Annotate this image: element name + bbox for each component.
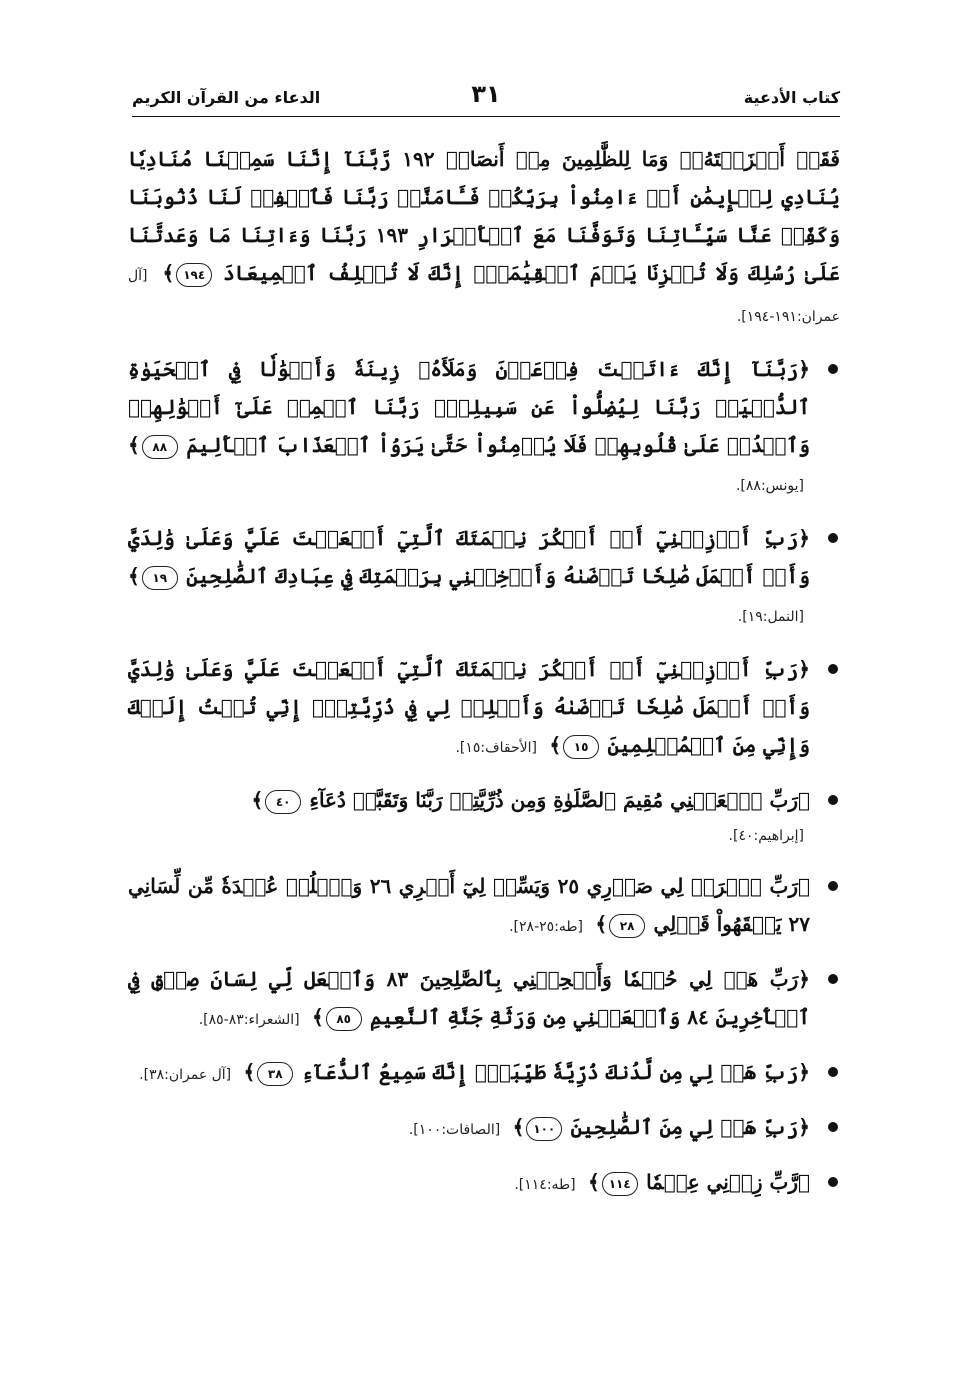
bullet-icon: [828, 1122, 838, 1132]
verse-reference: [آل عمران:١٩١-١٩٤].: [128, 268, 840, 325]
verse-text: رَّبِّ زِدۡنِي عِلۡمٗا: [646, 1170, 798, 1194]
closing-bracket: ﴾: [588, 1170, 600, 1194]
verse-text: رَبِّ هَبۡ لِي حُكۡمٗا وَأَلۡحِقۡنِي بِٱلصَّٰلِحِينَ ٨٣ وَٱجۡعَل لِّي لِسَانَ صِدۡقٖ فِي ٱلۡأٓخِرِينَ ٨٤ وَٱجۡعَلۡنِي مِن وَرَثَةِ جَنَّةِ ٱلنَّعِيمِ: [128, 967, 810, 1029]
bullet-icon: [828, 664, 838, 674]
ayah-number-marker: ١٥: [563, 735, 599, 759]
verse-text: رَبَّنَآ إِنَّكَ ءَاتَيۡتَ فِرۡعَوۡنَ وَمَلَأَهُۥ زِينَةٗ وَأَمۡوَٰلٗا فِي ٱلۡحَيَوٰةِ ٱلدُّنۡيَاۖ رَبَّنَا لِيُضِلُّواْ عَن سَبِيلِكَۖ رَبَّنَا ٱطۡمِسۡ عَلَىٰٓ أَمۡوَٰلِهِمۡ وَٱشۡدُدۡ عَلَىٰ قُلُوبِهِمۡ فَلَا يُؤۡمِنُواْ حَتَّىٰ يَرَوُاْ ٱلۡعَذَابَ ٱلۡأَلِيمَ: [128, 357, 811, 457]
verse-reference: [الشعراء:٨٣-٨٥].: [198, 1012, 300, 1028]
verse-reference: [طه:٢٥-٢٨].: [509, 919, 584, 935]
opening-bracket: ﴿: [798, 1060, 810, 1084]
closing-bracket: ﴾: [243, 1060, 256, 1084]
dua-entry: [128, 1108, 840, 1149]
bullet-icon: [828, 364, 838, 374]
page-header: [132, 80, 840, 117]
bullet-icon: [828, 881, 838, 891]
closing-bracket: ﴾: [128, 433, 140, 457]
ayah-number-marker: ٨٥: [326, 1007, 362, 1031]
book-title: كتاب الأدعية: [743, 88, 840, 107]
opening-bracket: ﴿: [798, 1115, 810, 1139]
verse-text: رَبِّ هَبۡ لِي مِن لَّدُنكَ ذُرِّيَّةٗ طَيِّبَةًۖ إِنَّكَ سَمِيعُ ٱلدُّعَآءِ: [301, 1060, 799, 1084]
dua-entry: [128, 519, 840, 636]
opening-bracket: ﴿: [797, 1170, 810, 1194]
opening-bracket: ﴿: [798, 967, 810, 991]
closing-bracket: ﴾: [128, 564, 140, 588]
ayah-number-marker: ٢٨: [609, 914, 645, 938]
ayah-number-marker: ١٩٤: [176, 263, 212, 287]
verse-reference: [آل عمران:٣٨].: [139, 1067, 232, 1083]
ayah-number-marker: ١١٤: [602, 1172, 638, 1196]
closing-bracket: ﴾: [512, 1115, 525, 1139]
verse-reference: [إبراهيم:٤٠].: [728, 828, 804, 844]
dua-entry: [128, 867, 840, 946]
verse-text: فَقَدۡ أَخۡزَيۡتَهُۥۖ وَمَا لِلظَّٰلِمِينَ مِنۡ أَنصَارٖ ١٩٢ رَّبَّنَآ إِنَّنَا سَمِعۡنَا مُنَادِيٗا يُنَادِي لِلۡإِيمَٰنِ أَنۡ ءَامِنُواْ بِرَبِّكُمۡ فَـَٔامَنَّاۚ رَبَّنَا فَٱغۡفِرۡ لَنَا ذُنُوبَنَا وَكَفِّرۡ عَنَّا سَيِّـَٔاتِنَا وَتَوَفَّنَا مَعَ ٱلۡأَبۡرَارِ ١٩٣ رَبَّنَا وَءَاتِنَا مَا وَعَدتَّنَا عَلَىٰ رُسُلِكَ وَلَا تُخۡزِنَا يَوۡمَ ٱلۡقِيَٰمَةِۗ إِنَّكَ لَا تُخۡلِفُ ٱلۡمِيعَادَ: [128, 147, 840, 285]
page-number: ٣١: [471, 80, 501, 108]
page-content: [128, 140, 840, 1204]
dua-entry: [128, 650, 840, 767]
closing-bracket: ﴾: [162, 261, 175, 285]
dua-entry: [128, 960, 840, 1039]
verse-text: رَبِّ هَبۡ لِي مِنَ ٱلصَّٰلِحِينَ: [570, 1115, 799, 1139]
opening-bracket: ﴿: [798, 357, 810, 381]
verse-reference: [النمل:١٩].: [737, 609, 804, 625]
closing-bracket: ﴾: [549, 733, 562, 757]
dua-entry: [128, 1163, 840, 1204]
bullet-icon: [828, 533, 838, 543]
verse-text: رَبِّ أَوۡزِعۡنِيٓ أَنۡ أَشۡكُرَ نِعۡمَتَكَ ٱلَّتِيٓ أَنۡعَمۡتَ عَلَيَّ وَعَلَىٰ وَٰلِدَيَّ وَأَنۡ أَعۡمَلَ صَٰلِحٗا تَرۡضَىٰهُ وَأَدۡخِلۡنِي بِرَحۡمَتِكَ فِي عِبَادِكَ ٱلصَّٰلِحِينَ: [128, 526, 810, 588]
opening-bracket: ﴿: [798, 526, 810, 550]
verse-reference: [الصافات:١٠٠].: [408, 1122, 501, 1138]
dua-entry: [128, 1053, 840, 1094]
closing-bracket: ﴾: [311, 1005, 324, 1029]
opening-bracket: ﴿: [797, 788, 810, 812]
dua-entry: [128, 350, 840, 505]
opening-bracket: ﴿: [798, 657, 810, 681]
ayah-number-marker: ٨٨: [142, 435, 178, 459]
ayah-number-marker: ١٩: [142, 566, 178, 590]
closing-bracket: ﴾: [251, 788, 264, 812]
bullet-icon: [828, 795, 838, 805]
verse-text: رَبِّ ٱشۡرَحۡ لِي صَدۡرِي ٢٥ وَيَسِّرۡ لِيٓ أَمۡرِي ٢٦ وَٱحۡلُلۡ عُقۡدَةٗ مِّن لِّسَانِي ٢٧ يَفۡقَهُواْ قَوۡلِي: [128, 874, 810, 936]
bullet-icon: [828, 1177, 838, 1187]
ayah-number-marker: ١٠٠: [526, 1117, 562, 1141]
dua-entry: [128, 781, 840, 853]
verse-reference: [يونس:٨٨].: [735, 478, 804, 494]
section-title: الدعاء من القرآن الكريم: [132, 88, 321, 107]
verse-reference: [طه:١١٤].: [514, 1177, 576, 1193]
ayah-number-marker: ٤٠: [265, 790, 301, 814]
ayah-number-marker: ٣٨: [257, 1062, 293, 1086]
opening-bracket: ﴿: [797, 874, 810, 898]
verse-reference: [الأحقاف:١٥].: [455, 740, 537, 756]
bullet-icon: [828, 1067, 838, 1077]
continued-verse: [128, 140, 840, 336]
verse-text: رَبِّ ٱجۡعَلۡنِي مُقِيمَ ٱلصَّلَوٰةِ وَمِن ذُرِّيَّتِيۚ رَبَّنَا وَتَقَبَّلۡ دُعَآءِ: [309, 788, 798, 812]
closing-bracket: ﴾: [595, 912, 608, 936]
bullet-icon: [828, 974, 838, 984]
verse-text: رَبِّ أَوۡزِعۡنِيٓ أَنۡ أَشۡكُرَ نِعۡمَتَكَ ٱلَّتِيٓ أَنۡعَمۡتَ عَلَيَّ وَعَلَىٰ وَٰلِدَيَّ وَأَنۡ أَعۡمَلَ صَٰلِحٗا تَرۡضَىٰهُ وَأَصۡلِحۡ لِي فِي ذُرِّيَّتِيٓۖ إِنِّي تُبۡتُ إِلَيۡكَ وَإِنِّي مِنَ ٱلۡمُسۡلِمِينَ: [128, 657, 810, 757]
